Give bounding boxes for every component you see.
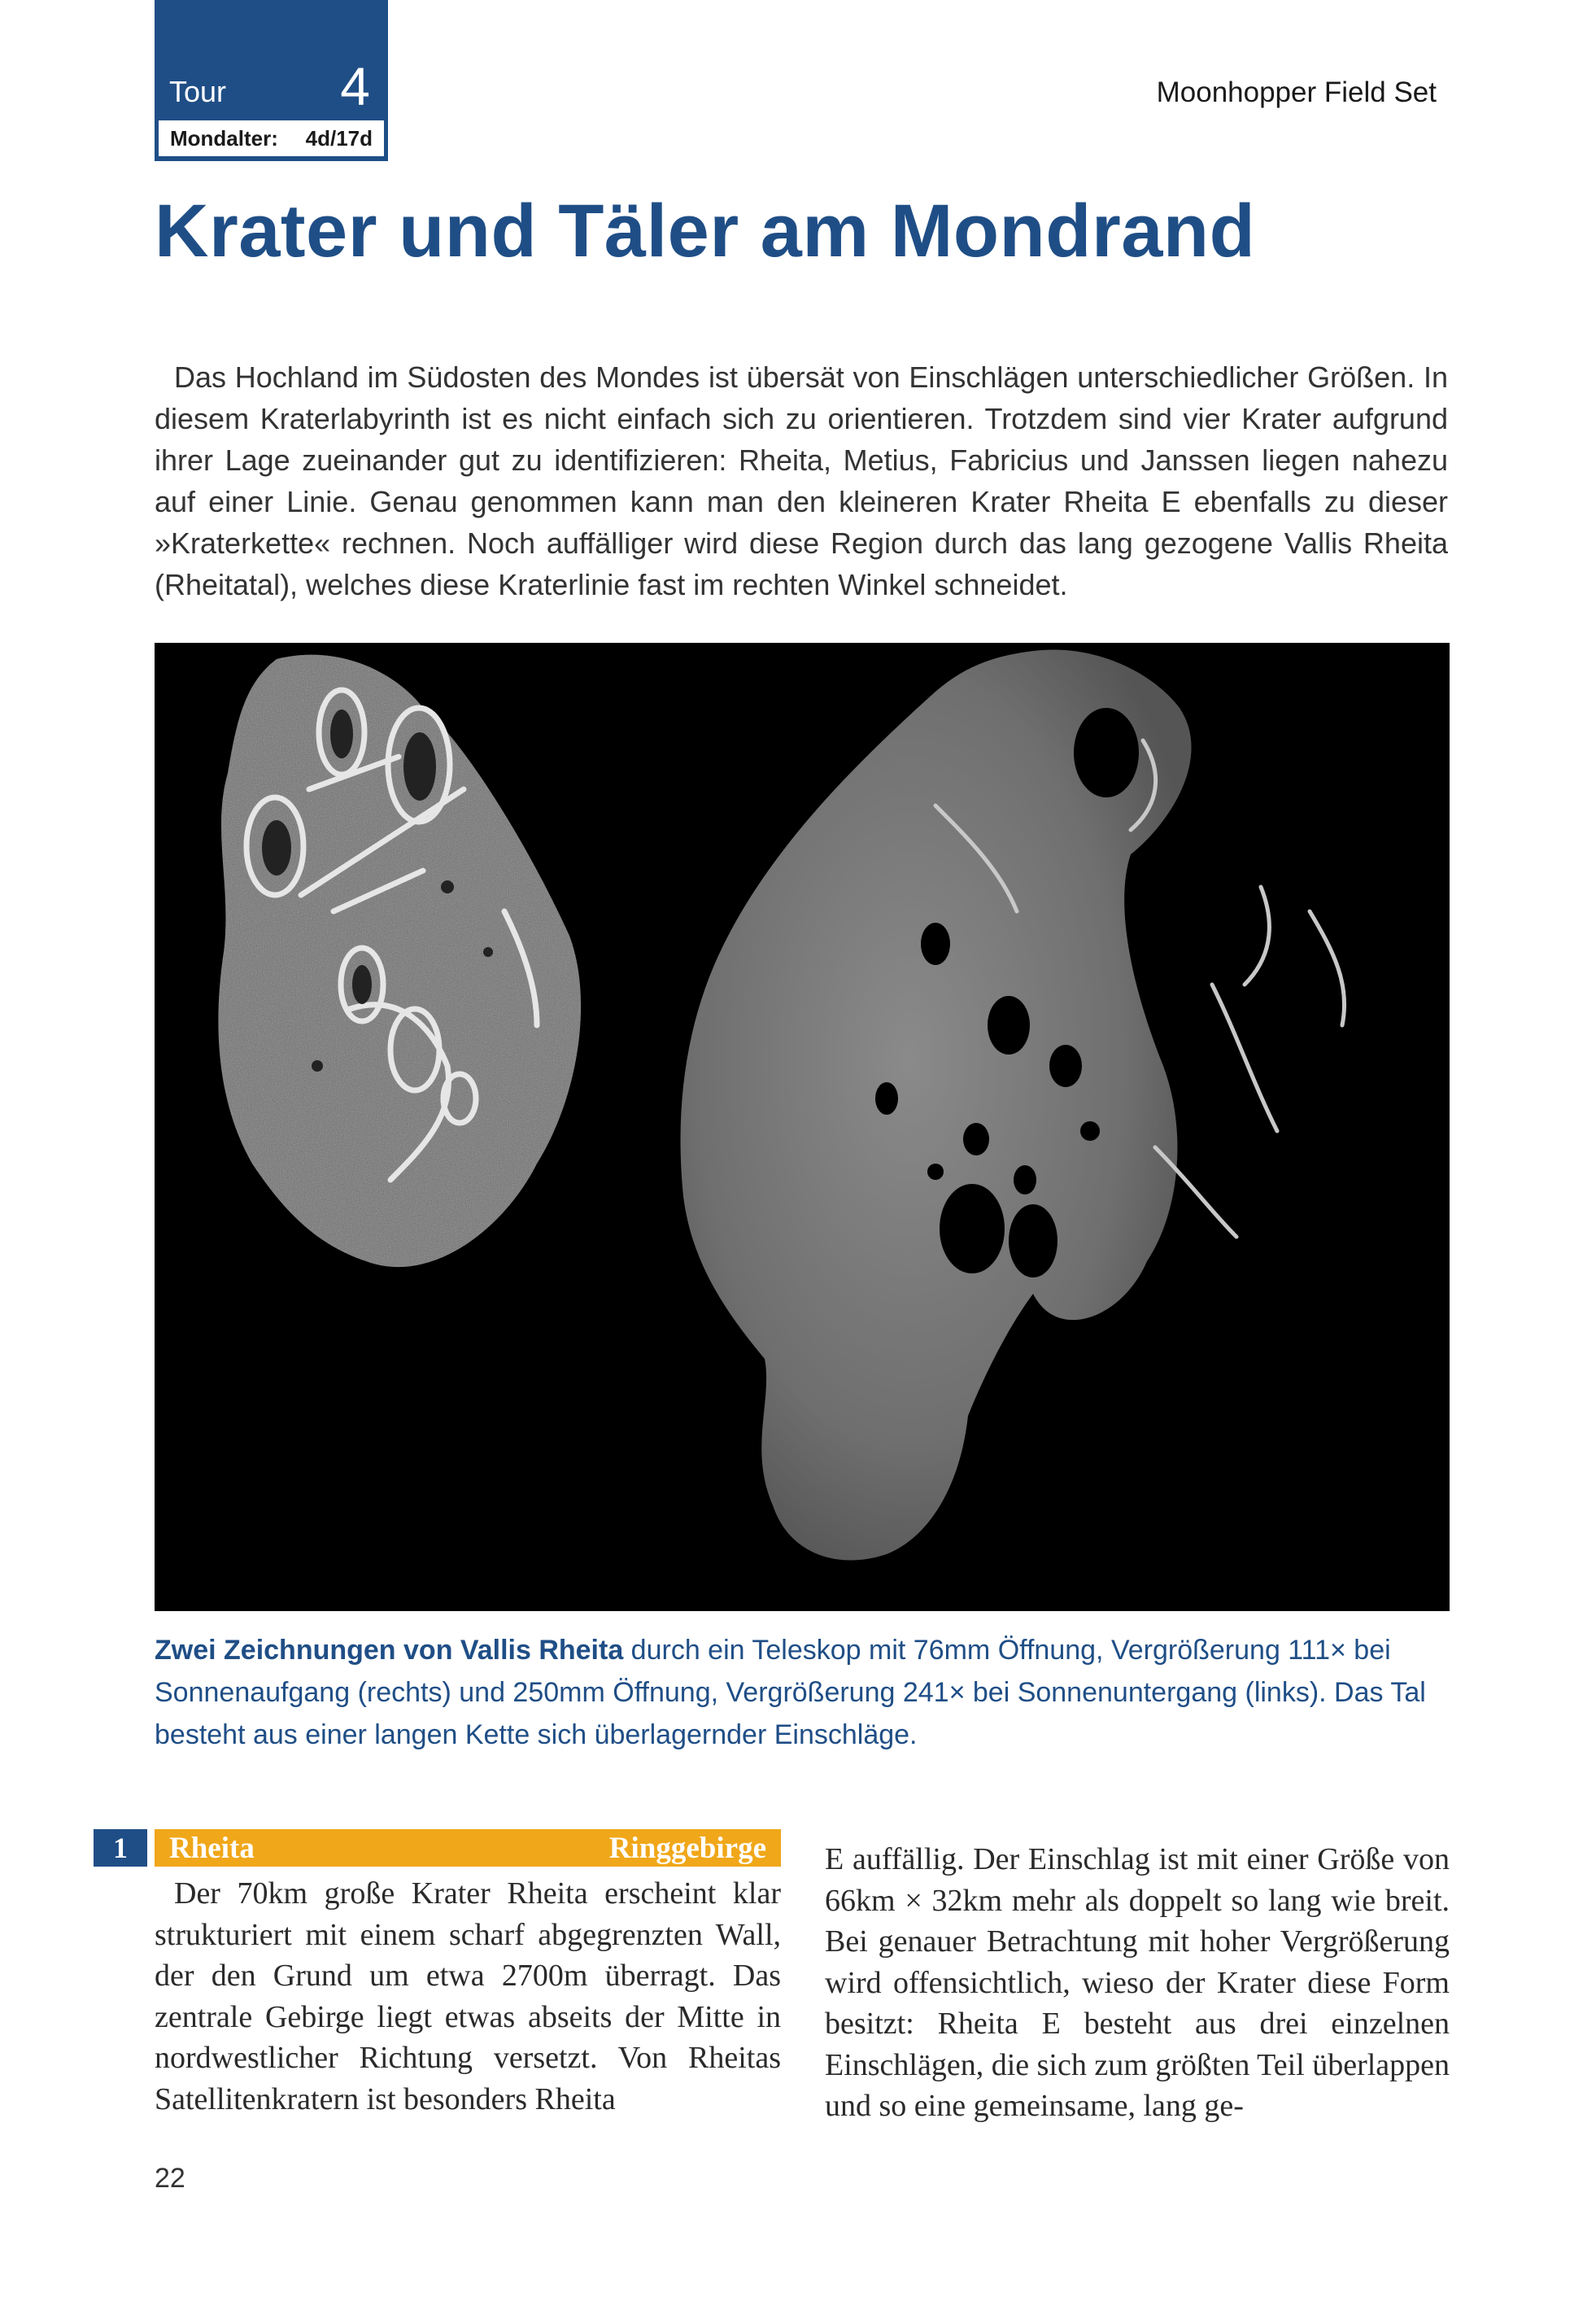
section-type: Ringgebirge (608, 1831, 766, 1865)
tour-label: Tour (169, 75, 227, 108)
running-head: Moonhopper Field Set (1156, 76, 1437, 108)
caption-title: Zwei Zeichnungen von Vallis Rheita (155, 1635, 624, 1666)
intro-paragraph: Das Hochland im Südosten des Mondes ist übersät von Einschlägen unterschiedlicher Größen. In diesem Kraterlabyrinth ist es nicht einfach sich zu orientieren. Trotzdem sind vier Krater aufgrund ihrer Lage zueinander gut zu identifizieren: Rheita, Metius, Fabricius und Janssen liegen nahezu auf einer Linie. Genau genommen kann man den kleineren Krater Rheita E ebenfalls zu dieser »Kraterkette« rechnen. Noch auffälliger wird diese Region durch das lang gezogene Vallis Rheita (Rheitatal), welches diese Kraterlinie fast im rechten Winkel schneidet. (155, 360, 1448, 601)
tour-number: 4 (340, 56, 370, 116)
page-title: Krater und Täler am Mondrand (155, 190, 1256, 273)
lunar-drawings-figure (155, 643, 1450, 1611)
lunar-drawings-image (155, 643, 1450, 1611)
right-drawing (681, 649, 1345, 1560)
body-column-left: Der 70km große Krater Rheita erscheint klar strukturiert mit einem scharf abgegrenzten Wall, der den Grund um etwa 2700m überragt. Das zentrale Gebirge liegt etwas abseits der Mitte in nordwestlicher Richtung versetzt. Von Rheitas Satellitenkratern ist besonders Rheita (155, 1876, 781, 2116)
caption-text: durch ein Teleskop mit 76mm Öffnung, Vergrößerung 111× bei Sonnenaufgang (rechts) und 250mm Öffnung, Vergrößerung 241× bei Sonnenuntergang (links). Das Tal besteht aus einer langen Kette sich überlagernder Einschläge. (155, 1635, 1426, 1750)
left-drawing (218, 655, 581, 1267)
moon-age-label: Mondalter: (170, 125, 278, 151)
body-column-right: E auffällig. Der Einschlag ist mit einer Größe von 66km × 32km mehr als doppelt so lang wie breit. Bei genauer Betrachtung mit hoher Vergrößerung wird offensichtlich, wieso der Krater diese Form besitzt: Rheita E besteht aus drei einzelnen Einschlägen, die sich zum größten Teil überlappen und so eine gemeinsame, lang ge- (825, 1842, 1450, 2123)
section-number-badge: 1 (94, 1829, 147, 1867)
section-heading-bar (155, 1829, 781, 1867)
figure-caption (155, 1629, 1456, 1756)
moon-age-box (159, 120, 384, 156)
page-number: 22 (155, 2163, 185, 2194)
section-name: Rheita (169, 1831, 255, 1865)
tour-badge (155, 0, 388, 161)
moon-age-value: 4d/17d (305, 125, 373, 151)
